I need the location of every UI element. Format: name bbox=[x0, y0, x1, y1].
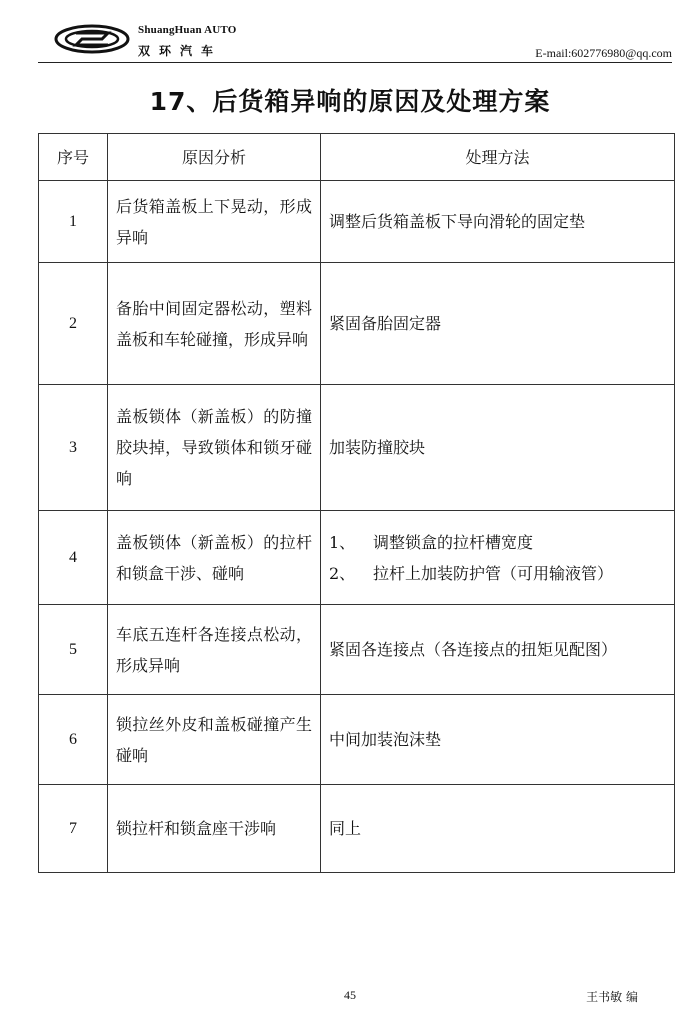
row-solution: 加装防撞胶块 bbox=[321, 385, 675, 511]
table-row bbox=[39, 605, 675, 695]
table-row bbox=[39, 511, 675, 605]
contact-email: E-mail:602776980@qq.com bbox=[535, 46, 672, 60]
row-number: 3 bbox=[39, 385, 108, 511]
table-row bbox=[39, 695, 675, 785]
page-header bbox=[38, 10, 672, 63]
header-cause: 原因分析 bbox=[108, 134, 321, 181]
row-solution: 紧固备胎固定器 bbox=[321, 263, 675, 385]
row-cause: 后货箱盖板上下晃动，形成异响 bbox=[108, 181, 321, 263]
row-number: 6 bbox=[39, 695, 108, 785]
cause-solution-table bbox=[38, 133, 675, 873]
row-solution: 中间加装泡沫垫 bbox=[321, 695, 675, 785]
page-number: 45 bbox=[344, 988, 356, 1002]
row-cause: 锁拉杆和锁盒座干涉响 bbox=[108, 785, 321, 873]
shuanghuan-logo-icon bbox=[54, 24, 130, 54]
row-number: 2 bbox=[39, 263, 108, 385]
row-number: 4 bbox=[39, 511, 108, 605]
row-solution: 调整后货箱盖板下导向滑轮的固定垫 bbox=[321, 181, 675, 263]
row-number: 7 bbox=[39, 785, 108, 873]
row-number: 1 bbox=[39, 181, 108, 263]
header-solution: 处理方法 bbox=[321, 134, 675, 181]
row-solution: 紧固各连接点（各连接点的扭矩见配图） bbox=[321, 605, 675, 695]
brand-chinese: 双环汽车 bbox=[138, 44, 223, 58]
row-cause: 盖板锁体（新盖板）的拉杆和锁盒干涉、碰响 bbox=[108, 511, 321, 605]
row-cause: 车底五连杆各连接点松动，形成异响 bbox=[108, 605, 321, 695]
table-row bbox=[39, 385, 675, 511]
row-number: 5 bbox=[39, 605, 108, 695]
table-header-row bbox=[39, 134, 675, 181]
header-number: 序号 bbox=[39, 134, 108, 181]
page-title: 17、后货箱异响的原因及处理方案 bbox=[149, 87, 551, 116]
editor-credit: 王书敏 编 bbox=[586, 990, 638, 1004]
brand-english: ShuangHuan AUTO bbox=[138, 24, 237, 36]
table-row bbox=[39, 785, 675, 873]
row-cause: 备胎中间固定器松动，塑料盖板和车轮碰撞，形成异响 bbox=[108, 263, 321, 385]
row-cause: 锁拉丝外皮和盖板碰撞产生碰响 bbox=[108, 695, 321, 785]
row-cause: 盖板锁体（新盖板）的防撞胶块掉，导致锁体和锁牙碰响 bbox=[108, 385, 321, 511]
table-row bbox=[39, 263, 675, 385]
row-solution: 1、 调整锁盒的拉杆槽宽度 2、 拉杆上加装防护管（可用输液管） bbox=[321, 511, 675, 605]
row-solution: 同上 bbox=[321, 785, 675, 873]
table-row bbox=[39, 181, 675, 263]
